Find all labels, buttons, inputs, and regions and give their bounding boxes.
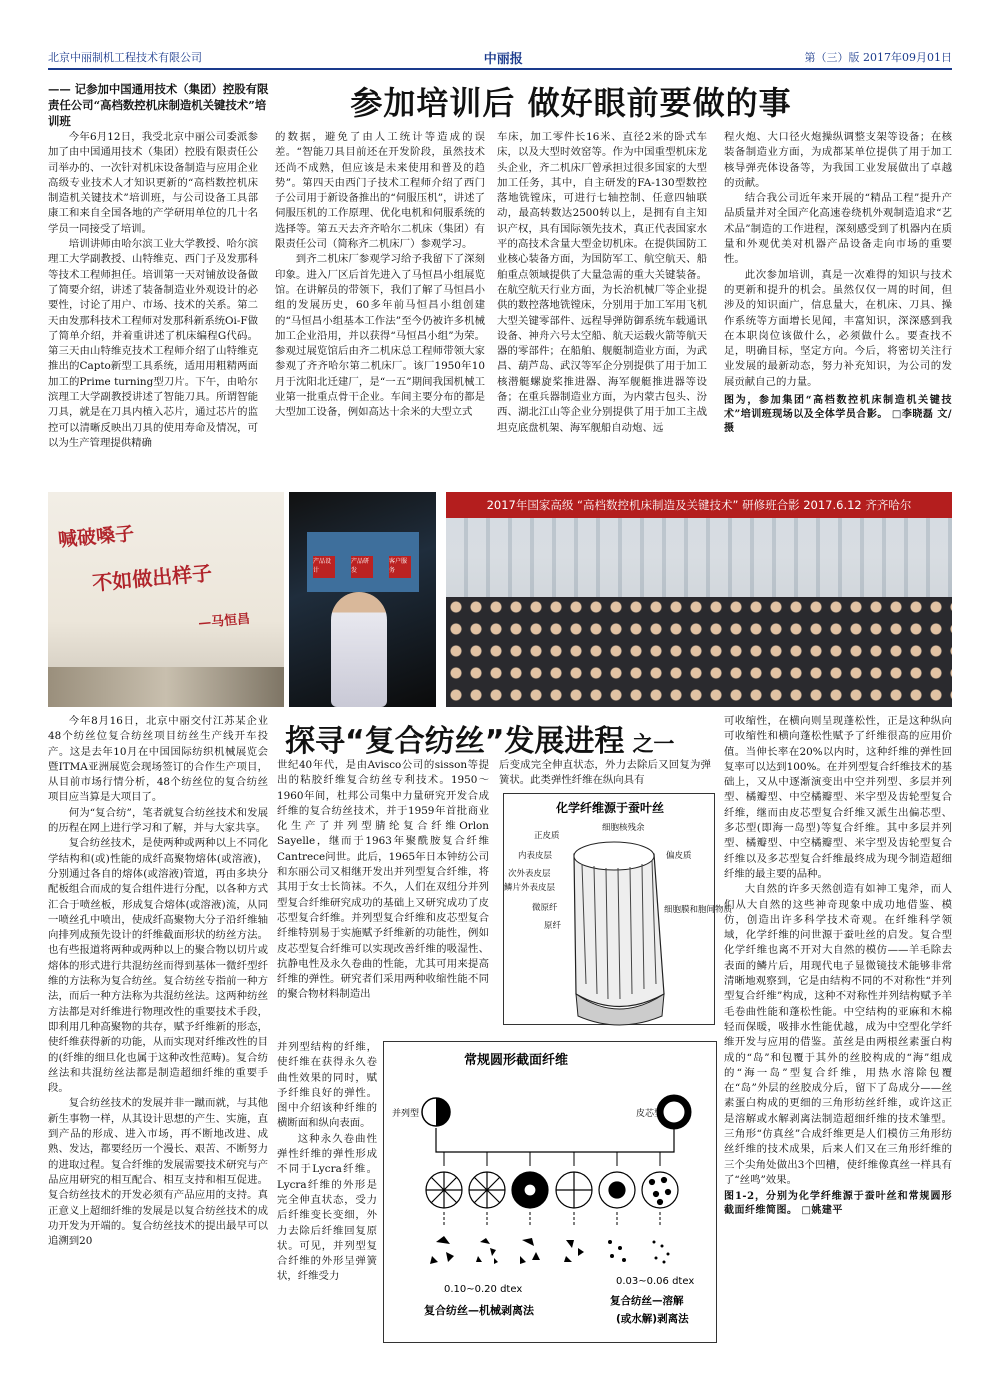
article1-column-1 <box>48 130 258 486</box>
article2-column-2b <box>277 1040 377 1360</box>
fig2-title: 常规圆形截面纤维 <box>464 1053 569 1068</box>
article2-column-2a <box>277 758 489 1038</box>
screen-box-3: 客户服务 <box>389 556 411 578</box>
fiber-cross-section-diagram <box>383 1041 717 1343</box>
slogan-line-1: 喊破嗓子 <box>57 522 135 552</box>
paragraph: 今年8月16日，北京中丽交付江苏某企业48个纺丝位复合纺丝项目纺丝生产线开车投产。这是去年10月在中国国际纺织机械展览会暨ITMA亚洲展览会现场签订的合作生产项目，从目前市场行情分析，48个纺丝位的复合纺丝项目应当算是大项目了。 <box>48 715 268 804</box>
screen-box-1: 产品设计 <box>313 556 335 578</box>
fig1-label-4: 次外表皮层 <box>508 869 551 879</box>
fig1-label-5: 鳞片外表皮层 <box>504 883 556 893</box>
company-name: 北京中丽制机工程技术有限公司 <box>48 51 202 64</box>
group-photo-banner: 2017年国家高级 “高档数控机床制造及关键技术” 研修班合影 2017.6.12 齐齐哈尔 <box>446 492 952 518</box>
article2-column-3 <box>499 758 711 790</box>
page-header <box>48 46 952 68</box>
paragraph: 后变成完全伸直状态，外力去除后又回复为弹簧状。此类弹性纤维在纵向具有 <box>499 759 711 787</box>
header-rule <box>48 68 952 70</box>
paragraph: 车床，加工零件长16米、直径2米的卧式车床，以及大型时效窑等。作为中国重型机床龙头企业，齐二机床厂曾承担过很多国家的大型加工任务，其中，自主研发的FA-130型数控落地铣镗床，可进行七轴控制、任意四轴联动，最高转数达2500转以上，是拥有自主知识产权，具有国际领先技术，真正代表国家水平的高技术含量大型金切机床。在提供国防工业核心装备方面，为国防军工、航空航天、船舶重点领域提供了大量急需的重大关键装备。在航空航天行业方面，为长治机械厂等企业提供的数控落地铣镗床，分别用于加工军用飞机大型关键零部件、远程导弹防御系统车载通讯设备、神舟六号太空船、航天运载火箭等航天器的零部件；在船舶、舰艇制造业方面，为武昌、葫芦岛、武汉等军企分别提供了用于加工核潜艇螺旋桨推进器、海军舰艇推进器等设备；在重兵器制造业方面，为内蒙古包头、汾西、湖北江山等企业分别提供了用于加工主战坦克底盘机架、海军舰船自动炮、远 <box>497 131 707 434</box>
fig2-method-right-1: 复合纺丝—溶解 <box>610 1295 684 1307</box>
screen-box-2: 产品研发 <box>351 556 373 578</box>
fig2-dtex-right: 0.03~0.06 dtex <box>616 1276 695 1287</box>
article2-caption: 图1-2，分别为化学纤维源于蚕叶丝和常规圆形截面纤维简图。 □姚建平 <box>724 1191 952 1217</box>
crowd <box>446 597 952 707</box>
lecturer-figure <box>331 592 387 707</box>
article2-column-1 <box>48 714 268 1362</box>
fig1-label-6: 微原纤 <box>532 903 558 913</box>
paragraph: 大自然的许多天然创造有如神工鬼斧，而人们从大自然的这些神奇现象中成功地借鉴、模仿，创造出许多科学技术奇观。在纤维科学领域，化学纤维的问世源于蚕吐丝的启发。复合型化学纤维也离不开对大自然的模仿——羊毛除去表面的鳞片后，用现代电子显微镜技术能够非常清晰地观察到，它是由结构不同的不对称性“并列型复合纤维”构成，这种不对称性并列结构赋予羊毛卷曲性能和蓬松性能。中空结构的亚麻和木棉轻而保暖，吸排水性能优越，成为中空型化学纤维开发与应用的借鉴。茧丝是由两根丝素蛋白构成的“岛”和包覆于其外的丝胶构成的“海”组成的“海一岛”型复合纤维，用热水溶除包覆在“岛”外层的丝胶成分后，留下了岛成分——丝素蛋白构成的更细的三角形纺丝纤维，或许这正是溶解或水解剥离法制造超细纤维的技术雏型。三角形“仿真丝”合成纤维更是人们模仿三角形纺丝纤维的技术成果，后来人们又在三角形纤维的三个尖角处做出3个凹槽，使纤维像真丝一样具有了“丝鸣”效果。 <box>724 883 952 1186</box>
split-row <box>430 1236 670 1264</box>
fiber-cylinder <box>574 842 664 1025</box>
article1-subtitle: —— 记参加中国通用技术（集团）控股有限责任公司“高档数控机床制造机关键技术”培训班 <box>48 82 269 128</box>
issue-date: 第（三）版 2017年09月01日 <box>804 51 952 64</box>
fig2-right-label: 皮芯型 <box>636 1109 664 1119</box>
paragraph: 培训讲师由哈尔滨工业大学教授、哈尔滨理工大学副教授、山特维克、西门子及发那科等技术工程师担任。培训第一天对铺放设备做了简要介绍，讲述了装备制造业外观设计的必要性，讨论了用户、市场、技术的关系。第二天由发那科技术工程师对发那科新系统Oi-F做了简单介绍，并着重讲述了机床编程G代码。第三天由山特维克技术工程师介绍了山特维克推出的Capto新型工具系统，适用用粗精两面加工的Prime turning型刀片。下午，由哈尔滨理工大学副教授讲述了智能刀具。所谓智能刀具，就是在刀具内植入芯片，通过芯片的监控可以清晰反映出刀具的使用寿命及情况，可以为生产管理提供精确 <box>48 238 258 449</box>
paragraph: 此次参加培训，真是一次难得的知识与技术的更新和提升的机会。虽然仅仅一周的时间，但涉及的知识面广，信息量大，在机床、刀具、操作系统等方面增长见闻，丰富知识，深深感到我在本职岗位该做什么，必须做什么。要查找不足，明确目标，坚定方向。今后，将密切关注行业发展的最新动态，努力补充知识，为公司的发展贡献自己的力量。 <box>724 268 952 388</box>
section-row <box>426 1172 678 1208</box>
paragraph: 世纪40年代，是由Avisco公司的sisson等提出的粘胶纤维复合纺丝专利技术。1950～1960年间，杜邦公司集中力量研究开发合成纤维的复合纺丝技术，并于1959年首批商业化生产了并列型腈纶复合纤维Orlon Sayelle，继而于1963年聚酰胺复合纤维Cantrece问世。此后，1965年日本钟纺公司和东丽公司又相继开发出并列型复合纤维，将其用于女士长筒袜。不久，人们在双纽分并列型复合纤维研究成功的基础上又研究成功了皮芯型复合纤维。并列型复合纤维和皮芯型复合纤维特别易于实施赋予纤维新的功能性，例如皮芯型复合纤维可以实现改善纤维的吸湿性、抗静电性及永久卷曲的性能，尤其可用来提高纤维的弹性。研究者们采用两种收缩性能不同的聚合物材料制造出 <box>277 759 489 1001</box>
article1-headline: 参加培训后 做好眼前要做的事 <box>350 84 792 122</box>
fig1-label-1: 细胞核残余 <box>602 823 645 833</box>
paragraph: 可收缩性，在横向则呈现蓬松性，正是这种纵向可收缩性和横向蓬松性赋予了纤维很高的应用价值。当伸长率在20%以内时，这种纤维的弹性回复率可以达到100%。在并列型复合纤维技术的基础上，又从中逐渐演变出中空并列型、多层并列型、橘瓣型、中空橘瓣型、米字型及齿轮型复合纤维，继而由皮芯型复合纤维又派生出偏芯型、多芯型(即海一岛型)等复合纤维。其中多层并列型、橘瓣型、中空橘瓣型、米字型及齿轮型复合纤维以及多芯型复合纤维最终成为现今制造超细纤维的最主要的品种。 <box>724 715 952 880</box>
fig2-left-label: 并列型 <box>392 1109 420 1119</box>
paragraph: 结合我公司近年来开展的“精品工程”提升产品质量并对全国产化高速卷绕机外观制造追求“艺术品”制造的工作进程，深刻感受到了机器内在质量和外观优美对机器产品设备走向市场的重要性。 <box>724 192 952 266</box>
paragraph: 今年6月12日，我受北京中丽公司委派参加了由中国通用技术（集团）控股有限责任公司举办的、一次针对机床设备制造与应用企业高级专业技术人才知识更新的“高档数控机床制造机关键技术”培训班，与公司设备工具部康工和来自全国各地的产学研用单位的几十名学员一同接受了培训。 <box>48 131 258 235</box>
group-photo <box>446 492 952 707</box>
article2-headline <box>285 716 697 760</box>
paragraph: 并列型结构的纤维，使纤维在获得永久卷曲性效果的同时，赋予纤维良好的弹性。图中介绍该种纤维的横断面和纵向表面。 <box>277 1041 377 1130</box>
article1-column-3 <box>497 130 707 486</box>
paragraph: 的数据，避免了由人工统计等造成的误差。“智能刀具目前还在开发阶段，虽然技术还尚不成熟，但应该是未来使用和普及的趋势”。第四天由西门子技术工程师介绍了西门子公司用于新设备推出的“伺服压机”，讲述了伺服压机的工作原理、优化电机和伺服系统的选择等。第五天去齐齐哈尔二机床（集团）有限责任公司（简称齐二机床厂）参观学习。 <box>275 131 485 251</box>
article2-column-4 <box>724 714 952 1362</box>
paragraph: 何为“复合纺”，笔者就复合纺丝技术和发展的历程在网上进行学习和了解，并与大家共享。 <box>48 806 268 835</box>
lecturer-photo <box>289 492 436 707</box>
article1-column-2 <box>275 130 485 486</box>
article2-headline-text: 探寻“复合纺丝”发展进程 <box>285 724 625 759</box>
slogan-wall-photo <box>48 492 284 707</box>
photo-floor <box>48 667 284 707</box>
fig1-label-3: 偏皮质 <box>666 851 692 861</box>
paragraph: 程火炮、大口径火炮操纵调整支架等设备；在核装备制造业方面，为成都某单位提供了用于加工核导弹壳体设备等，为我国工业发展做出了卓越的贡献。 <box>724 131 952 189</box>
paragraph: 到齐二机床厂参观学习给予我留下了深刻印象。进入厂区后首先进入了马恒昌小组展览馆。在讲解员的带领下，我们了解了马恒昌小组的发展历史，60多年前马恒昌小组创建的“马恒昌小组基本工作法”至今仍被许多机械加工企业沿用，并以获得“马恒昌小组”为荣。参观过展览馆后由齐二机床总工程师带领大家参观了齐齐哈尔第二机床厂。该厂1950年10月于沈阳北迁建厂，是“一五”期间我国机械工业第一批重点骨干企业。车间主要分布的都是大型加工设备，例如高达十余米的大型立式 <box>275 253 485 419</box>
paragraph: 复合纺丝技术的发展并非一蹴而就，与其他新生事物一样，从其设计思想的产生、实施，直到产品的形成、进入市场，再不断地改进、成熟、发达，都要经历一个漫长、艰苦、不断努力的进取过程。复合纤维的发展需要技术研究与产品应用研究的相互配合、相互支持和相互促进。复合纺丝技术的开发必须有产品应用的支持。真正意义上超细纤维的发展是以复合纺丝技术的成功开发为开端的。复合纺丝技术的提出最早可以追溯到20 <box>48 1097 268 1248</box>
fig2-dtex-left: 0.10~0.20 dtex <box>444 1284 523 1295</box>
silk-fiber-svg <box>504 794 733 1026</box>
fig1-label-0: 正皮质 <box>534 831 560 841</box>
fig1-label-2: 内表皮层 <box>518 851 553 861</box>
slogan-line-2: 不如做出样子 <box>91 560 213 596</box>
cross-section-svg <box>384 1042 718 1344</box>
presentation-screen <box>307 532 419 592</box>
fig1-title: 化学纤维源于蚕叶丝 <box>555 801 665 815</box>
sheath-core-fiber <box>660 1098 688 1126</box>
fig1-label-8: 细胞膜和胞间物质 <box>664 905 733 915</box>
fig2-method-left: 复合纺丝—机械剥离法 <box>424 1304 534 1317</box>
article1-column-4 <box>724 130 952 486</box>
article1-caption: 图为，参加集团“高档数控机床制造机关键技术”培训班现场以及全体学员合影。 □李晓磊 文/摄 <box>724 395 952 435</box>
fig1-label-7: 原纤 <box>544 921 562 931</box>
article2-headline-suffix: 之一 <box>632 732 675 756</box>
paragraph: 这种永久卷曲性弹性纤维的弹性形成不同于Lycra纤维。Lycra纤维的外形是完全伸直状态，受力后纤维变长变细，外力去除后纤维回复原状。可见，并列型复合纤维的外形呈弹簧状，纤维受力 <box>277 1132 377 1283</box>
newspaper-name: 中丽报 <box>483 51 523 67</box>
fig2-method-right-2: (或水解)剥离法 <box>616 1313 689 1325</box>
silk-fiber-diagram <box>503 793 733 1025</box>
building-facade <box>446 518 952 603</box>
paragraph: 复合纺丝技术，是使两种或两种以上不同化学结构和(或)性能的成纤高聚物熔体(或溶液)，分别通过各自的熔体(或溶液)管道，再由多块分配板组合而成的复合组件进行分配，以各种方式汇合于喷丝板，形成复合熔体(或溶液)流，从同一喷丝孔中喷出，使成纤高聚物大分子沿纤维轴向排列成预先设计的纤维截面形状的纺丝方法。也有些报道将两种或两种以上的聚合物以切片或熔体的形式进行共混纺丝而得到基体一微纤型纤维的方法称为复合纺丝。复合纺丝专指前一种方法，而后一种方法称为共混纺丝法。这两种纺丝方法都是对纤维进行物理改性的重要技术手段，即利用几种高聚物的共存，赋予纤维新的形态，使纤维获得新的功能，从而实现对纤维改性的目的(纤维的细旦化也属于这种改性范畴)。复合纺丝法和共混纺丝法都是制造超细纤维的重要手段。 <box>48 837 268 1095</box>
slogan-author: —马恒昌 <box>197 611 251 632</box>
